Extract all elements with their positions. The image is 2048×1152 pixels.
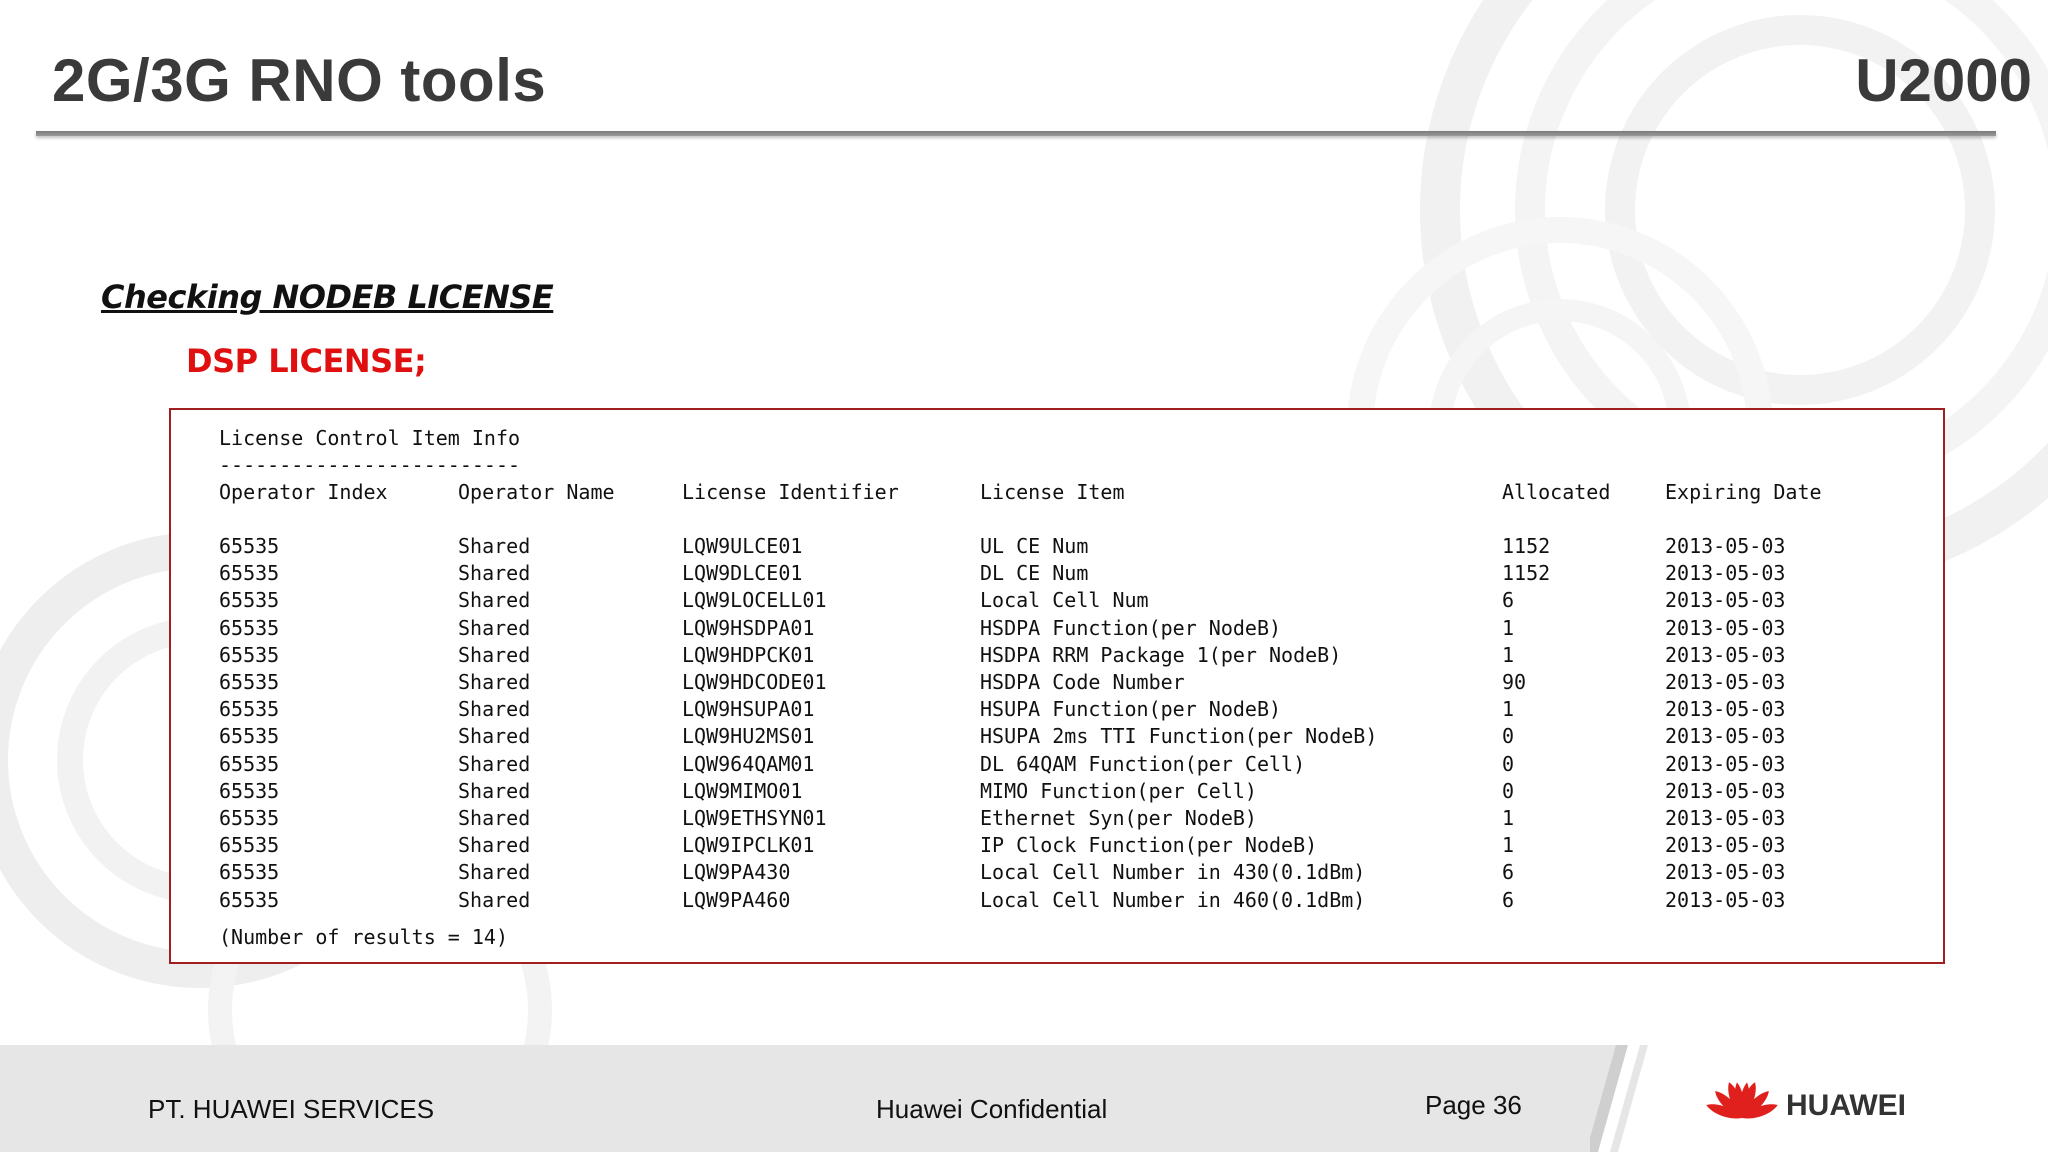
logo-wordmark: HUAWEI [1786, 1089, 1906, 1122]
cell-operator-name: Shared [458, 642, 531, 667]
cell-license-identifier: LQW9IPCLK01 [682, 833, 815, 858]
table-row [219, 751, 1919, 778]
cell-allocated: 1152 [1502, 534, 1551, 558]
section-heading: Checking NODEB LICENSE [101, 278, 554, 316]
cell-allocated: 0 [1502, 724, 1515, 749]
cell-expiring-date: 2013-05-03 [1665, 697, 1786, 722]
table-header [219, 479, 1919, 506]
footer-confidential: Huawei Confidential [876, 1094, 1108, 1124]
cell-license-identifier: LQW9HU2MS01 [682, 724, 815, 749]
cell-expiring-date: 2013-05-03 [1665, 778, 1786, 803]
cell-expiring-date: 2013-05-03 [1665, 561, 1786, 586]
cell-license-item: Local Cell Number in 430(0.1dBm) [980, 860, 1366, 885]
header-operator-index: Operator Index [219, 480, 388, 504]
cell-expiring-date: 2013-05-03 [1665, 642, 1786, 667]
cell-operator-index: 65535 [219, 751, 280, 776]
cell-operator-name: Shared [458, 833, 531, 858]
cell-allocated: 0 [1502, 751, 1515, 776]
table-row [219, 805, 1919, 832]
cell-license-identifier: LQW9HSUPA01 [682, 697, 815, 722]
cell-operator-name: Shared [458, 588, 531, 613]
cell-operator-name: Shared [458, 751, 531, 776]
cell-license-item: HSDPA RRM Package 1(per NodeB) [980, 642, 1342, 667]
cell-operator-index: 65535 [219, 670, 280, 694]
cell-expiring-date: 2013-05-03 [1665, 588, 1786, 613]
cell-allocated: 1152 [1502, 561, 1551, 586]
cell-operator-index: 65535 [219, 833, 280, 858]
cell-expiring-date: 2013-05-03 [1665, 887, 1786, 912]
cell-license-item: HSDPA Code Number [980, 670, 1185, 694]
table-row [219, 832, 1919, 859]
cell-license-item: HSDPA Function(per NodeB) [980, 615, 1282, 640]
cell-allocated: 6 [1502, 887, 1515, 912]
cell-license-identifier: LQW9PA430 [682, 860, 791, 885]
output-separator: ------------------------- [219, 453, 521, 477]
table-row [219, 533, 1919, 560]
cell-operator-name: Shared [458, 887, 531, 912]
cell-operator-name: Shared [458, 670, 531, 694]
cell-license-item: HSUPA 2ms TTI Function(per NodeB) [980, 724, 1378, 749]
cell-allocated: 1 [1502, 806, 1515, 830]
cell-allocated: 1 [1502, 697, 1515, 722]
table-row [219, 696, 1919, 723]
cell-operator-name: Shared [458, 615, 531, 640]
table-row [219, 778, 1919, 805]
cell-expiring-date: 2013-05-03 [1665, 806, 1786, 830]
cell-operator-name: Shared [458, 534, 531, 558]
cell-license-item: Ethernet Syn(per NodeB) [980, 806, 1257, 830]
cell-expiring-date: 2013-05-03 [1665, 670, 1786, 694]
cell-operator-name: Shared [458, 778, 531, 803]
table-row [219, 669, 1919, 696]
cell-operator-index: 65535 [219, 615, 280, 640]
header-license-item: License Item [980, 480, 1125, 504]
output-caption: License Control Item Info [219, 426, 521, 450]
cell-allocated: 1 [1502, 833, 1515, 858]
cell-license-item: DL 64QAM Function(per Cell) [980, 751, 1306, 776]
cell-license-identifier: LQW9HDCODE01 [682, 670, 827, 694]
header-license-identifier: License Identifier [682, 480, 899, 504]
cell-license-identifier: LQW964QAM01 [682, 751, 815, 776]
cell-operator-index: 65535 [219, 561, 280, 586]
cell-license-identifier: LQW9ETHSYN01 [682, 806, 827, 830]
cell-operator-name: Shared [458, 697, 531, 722]
table-row [219, 859, 1919, 886]
cell-operator-name: Shared [458, 806, 531, 830]
header-expiring-date: Expiring Date [1665, 480, 1822, 504]
cell-expiring-date: 2013-05-03 [1665, 724, 1786, 749]
huawei-petal-logo-icon [1706, 1081, 1779, 1123]
cell-license-identifier: LQW9DLCE01 [682, 561, 803, 586]
cell-operator-index: 65535 [219, 806, 280, 830]
cell-license-item: UL CE Num [980, 534, 1089, 558]
footer-company: PT. HUAWEI SERVICES [148, 1094, 435, 1124]
cell-operator-index: 65535 [219, 724, 280, 749]
cell-expiring-date: 2013-05-03 [1665, 534, 1786, 558]
table-row [219, 642, 1919, 669]
cell-operator-name: Shared [458, 724, 531, 749]
cell-operator-index: 65535 [219, 778, 280, 803]
cell-license-identifier: LQW9PA460 [682, 887, 791, 912]
cell-license-identifier: LQW9LOCELL01 [682, 588, 827, 613]
cell-license-identifier: LQW9MIMO01 [682, 778, 803, 803]
table-row [219, 560, 1919, 587]
cell-license-item: Local Cell Number in 460(0.1dBm) [980, 887, 1366, 912]
cell-expiring-date: 2013-05-03 [1665, 615, 1786, 640]
cell-license-item: IP Clock Function(per NodeB) [980, 833, 1318, 858]
cell-allocated: 0 [1502, 778, 1515, 803]
result-count: (Number of results = 14) [219, 925, 508, 949]
cell-license-item: Local Cell Num [980, 588, 1149, 613]
cell-license-item: HSUPA Function(per NodeB) [980, 697, 1282, 722]
slide-title: 2G/3G RNO tools [52, 47, 547, 114]
license-output-box [169, 408, 1945, 964]
cell-allocated: 1 [1502, 642, 1515, 667]
cell-allocated: 1 [1502, 615, 1515, 640]
cell-operator-name: Shared [458, 860, 531, 885]
cell-operator-index: 65535 [219, 887, 280, 912]
cell-operator-name: Shared [458, 561, 531, 586]
header-operator-name: Operator Name [458, 480, 615, 504]
cell-allocated: 90 [1502, 670, 1527, 694]
table-row [219, 587, 1919, 614]
cell-license-item: MIMO Function(per Cell) [980, 778, 1257, 803]
cell-expiring-date: 2013-05-03 [1665, 833, 1786, 858]
huawei-logo [1706, 1072, 1926, 1132]
cell-license-identifier: LQW9HDPCK01 [682, 642, 815, 667]
cell-allocated: 6 [1502, 588, 1515, 613]
cell-license-identifier: LQW9HSDPA01 [682, 615, 815, 640]
title-divider [36, 131, 1996, 136]
table-row [219, 887, 1919, 914]
header-allocated: Allocated [1502, 480, 1611, 504]
cell-operator-index: 65535 [219, 588, 280, 613]
table-row [219, 615, 1919, 642]
cell-operator-index: 65535 [219, 534, 280, 558]
cell-expiring-date: 2013-05-03 [1665, 751, 1786, 776]
table-row [219, 723, 1919, 750]
cell-operator-index: 65535 [219, 860, 280, 885]
cell-allocated: 6 [1502, 860, 1515, 885]
cell-license-item: DL CE Num [980, 561, 1089, 586]
command-name: DSP LICENSE; [186, 342, 427, 380]
cell-license-identifier: LQW9ULCE01 [682, 534, 803, 558]
cell-operator-index: 65535 [219, 697, 280, 722]
cell-operator-index: 65535 [219, 642, 280, 667]
product-name: U2000 [1855, 47, 2032, 114]
cell-expiring-date: 2013-05-03 [1665, 860, 1786, 885]
page-number: Page 36 [1425, 1090, 1522, 1120]
